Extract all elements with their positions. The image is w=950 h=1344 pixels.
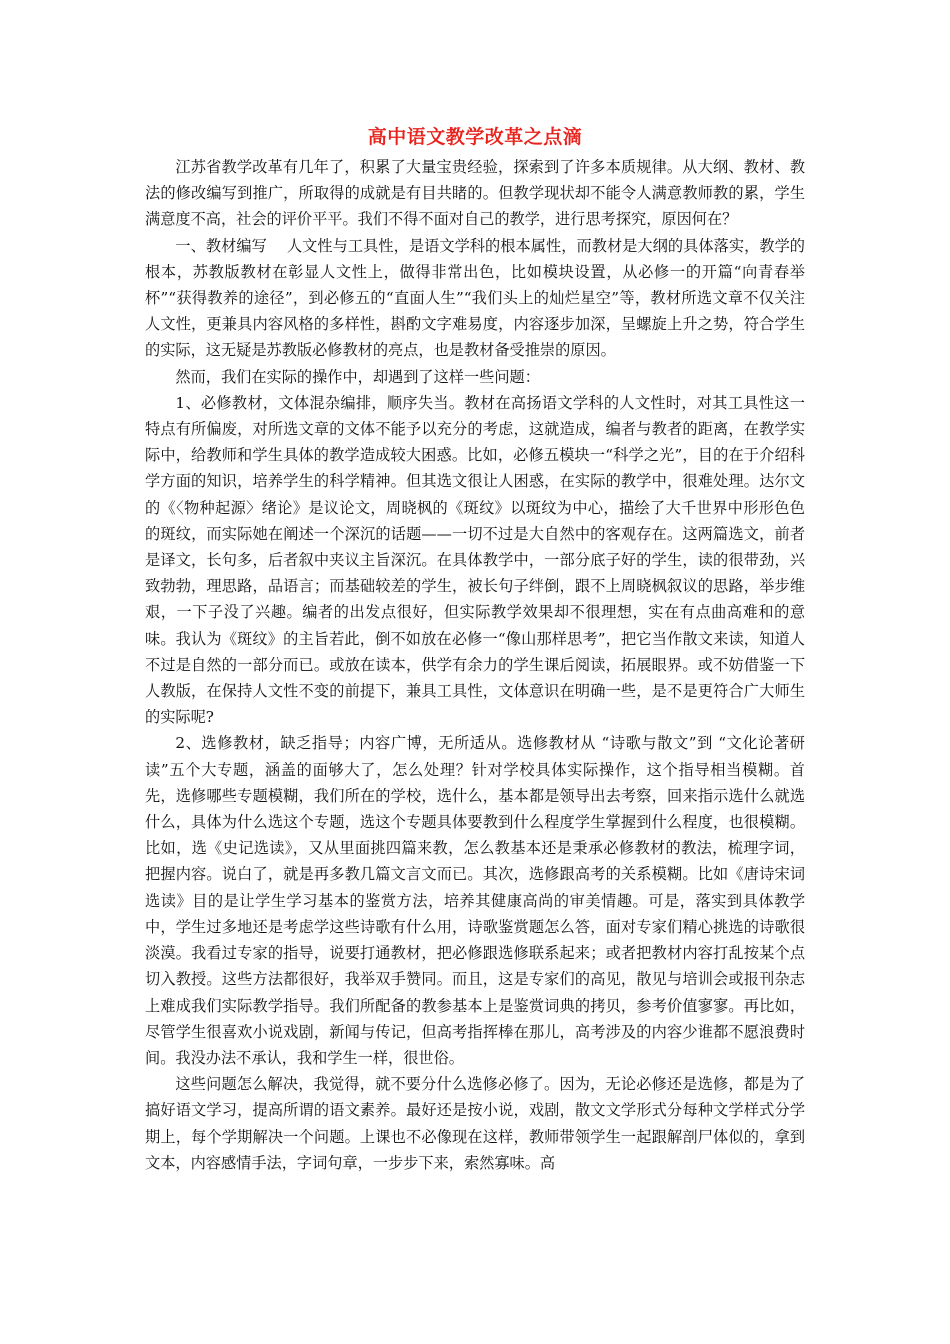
paragraph-textbook-compilation: 一、教材编写 人文性与工具性，是语文学科的根本属性，而教材是大纲的具体落实，教学的根本，苏教版教材在彰显人文性上，做得非常出色，比如模块设置，从必修一的开篇“向青春举杯”“获得教养的途径”，到必修五的“直面人生”“我们头上的灿烂星空”等，教材所选文章不仅关注人文性，更兼具内容风格的多样性，斟酌文字难易度，内容逐步加深，呈螺旋上升之势，符合学生的实际，这无疑是苏教版必修教材的亮点，也是教材备受推崇的原因。 [145, 236, 805, 360]
paragraph-elective-textbook: 2、选修教材，缺乏指导；内容广博，无所适从。选修教材从 “诗歌与散文”到 “文化论著研读”五个大专题，涵盖的面够大了，怎么处理？针对学校具体实际操作，这个指导相当模糊。首先，选修哪些专题模糊，我们所在的学校，选什么，基本都是领导出去考察，回来指示选什么就选什么，具体为什么选这个专题，选这个专题具体要教到什么程度学生掌握到什么程度，也很模糊。比如，选《史记选读》，又从里面挑四篇来教，怎么教基本还是秉承必修教材的教法，梳理字词，把握内容。说白了，就是再多教几篇文言文而已。其次，选修跟高考的关系模糊。比如《唐诗宋词选读》目的是让学生学习基本的鉴赏方法，培养其健康高尚的审美情趣。可是，落实到具体教学中，学生过多地还是考虑学这些诗歌有什么用，诗歌鉴赏题怎么答，面对专家们精心挑选的诗歌很淡漠。我看过专家的指导，说要打通教材，把必修跟选修联系起来；或者把教材内容打乱按某个点切入教授。这些方法都很好，我举双手赞同。而且，这是专家们的高见，散见与培训会或报刊杂志上难成我们实际教学指导。我们所配备的教参基本上是鉴赏词典的拷贝，参考价值寥寥。再比如，尽管学生很喜欢小说戏剧，新闻与传记，但高考指挥棒在那儿，高考涉及的内容少谁都不愿浪费时间。我没办法不承认，我和学生一样，很世俗。 [145, 734, 805, 1067]
paragraph-required-textbook: 1、必修教材，文体混杂编排，顺序失当。教材在高扬语文学科的人文性时，对其工具性这一特点有所偏废，对所选文章的文体不能予以充分的考虑，这就造成，编者与教者的距离，在教学实际中，给教师和学生具体的教学造成较大困惑。比如，必修五模块一“科学之光”，目的在于介绍科学方面的知识，培养学生的科学精神。但其选文很让人困惑，在实际的教学中，很难处理。达尔文的《〈物种起源〉绪论》是议论文，周晓枫的《斑纹》以斑纹为中心，描绘了大千世界中形形色色的斑纹，而实际她在阐述一个深沉的话题——一切不过是大自然中的客观存在。这两篇选文，前者是译文，长句多，后者叙中夹议主旨深沉。在具体教学中，一部分底子好的学生，读的很带劲，兴致勃勃，理思路，品语言；而基础较差的学生，被长句子绊倒，跟不上周晓枫叙议的思路，举步维艰，一下子没了兴趣。编者的出发点很好，但实际教学效果却不很理想，实在有点曲高难和的意味。我认为《斑纹》的主旨若此，倒不如放在必修一“像山那样思考”，把它当作散文来读，知道人不过是自然的一部分而已。或放在读本，供学有余力的学生课后阅读，拓展眼界。或不妨借鉴一下人教版，在保持人文性不变的前提下，兼具工具性，文体意识在明确一些，是不是更符合广大师生的实际呢? [145, 393, 805, 727]
document-page [145, 120, 805, 1176]
paragraph-intro: 江苏省教学改革有几年了，积累了大量宝贵经验，探索到了许多本质规律。从大纲、教材、教法的修改编写到推广，所取得的成就是有目共睹的。但教学现状却不能令人满意教师教的累，学生满意度不高，社会的评价平平。我们不得不面对自己的教学，进行思考探究，原因何在？ [145, 158, 805, 229]
paragraph-solution: 这些问题怎么解决，我觉得，就不要分什么选修必修了。因为，无论必修还是选修，都是为了搞好语文学习，提高所谓的语文素养。最好还是按小说，戏剧，散文文学形式分每种文学样式分学期上，每个学期解决一个问题。上课也不必像现在这样，教师带领学生一起跟解剖尸体似的，拿到文本，内容感情手法，字词句章，一步步下来，索然寡味。高 [145, 1075, 805, 1172]
paragraph-problems-intro: 然而，我们在实际的操作中，却遇到了这样一些问题： [175, 367, 540, 386]
document-title: 高中语文教学改革之点滴 [367, 126, 583, 148]
